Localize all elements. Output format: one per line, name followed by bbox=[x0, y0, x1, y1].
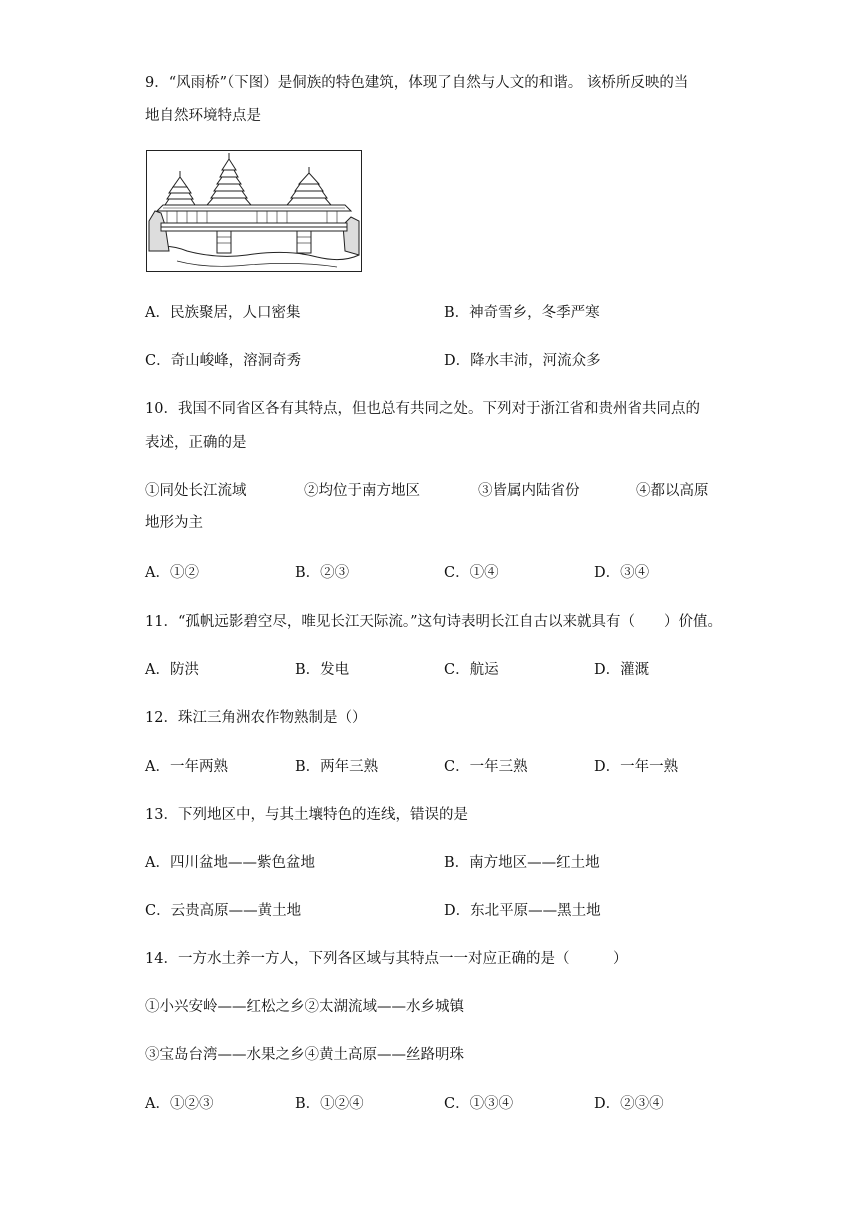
q11-option-c: C．航运 bbox=[444, 662, 499, 678]
q10-option-a: A．①② bbox=[145, 565, 199, 581]
q10-statement-4-cont: 地形为主 bbox=[145, 515, 203, 531]
q14-option-d: D．②③④ bbox=[594, 1096, 664, 1112]
q11-stem: 11．“孤帆远影碧空尽，唯见长江天际流。”这句诗表明长江自古以来就具有（ ）价值。 bbox=[145, 614, 723, 630]
q14-stem: 14．一方水土养一方人，下列各区域与其特点一一对应正确的是（ ） bbox=[145, 951, 628, 967]
q13-option-d: D．东北平原——黑土地 bbox=[444, 903, 601, 919]
q9-stem-line-1: 9．“风雨桥”（下图）是侗族的特色建筑，体现了自然与人文的和谐。 该桥所反映的当 bbox=[145, 75, 689, 91]
q10-statement-2: ②均位于南方地区 bbox=[304, 483, 420, 499]
q12-stem: 12．珠江三角洲农作物熟制是（） bbox=[145, 710, 367, 726]
q9-option-b: B．神奇雪乡，冬季严寒 bbox=[444, 305, 600, 321]
q13-option-c: C．云贵高原——黄土地 bbox=[145, 903, 302, 919]
q13-stem: 13．下列地区中，与其土壤特色的连线，错误的是 bbox=[145, 807, 468, 823]
wind-rain-bridge-drawing bbox=[147, 151, 361, 271]
q11-option-b: B．发电 bbox=[295, 662, 350, 678]
q14-option-b: B．①②④ bbox=[295, 1096, 364, 1112]
q10-option-c: C．①④ bbox=[444, 565, 499, 581]
q10-option-b: B．②③ bbox=[295, 565, 350, 581]
q9-option-c: C．奇山峻峰，溶洞奇秀 bbox=[145, 353, 302, 369]
q10-statement-3: ③皆属内陆省份 bbox=[478, 483, 580, 499]
q12-option-a: A．一年两熟 bbox=[145, 759, 228, 775]
q13-option-b: B．南方地区——红土地 bbox=[444, 855, 600, 871]
q10-statement-4: ④都以高原 bbox=[636, 483, 709, 499]
q9-option-a: A．民族聚居，人口密集 bbox=[145, 305, 301, 321]
q10-statement-1: ①同处长江流域 bbox=[145, 483, 247, 499]
q12-option-d: D．一年一熟 bbox=[594, 759, 679, 775]
q12-option-b: B．两年三熟 bbox=[295, 759, 379, 775]
q9-stem-line-2: 地自然环境特点是 bbox=[145, 108, 261, 124]
q14-statement-line-2: ③宝岛台湾——水果之乡④黄土高原——丝路明珠 bbox=[145, 1047, 464, 1063]
q14-option-a: A．①②③ bbox=[145, 1096, 214, 1112]
q9-option-d: D．降水丰沛，河流众多 bbox=[444, 353, 601, 369]
q14-option-c: C．①③④ bbox=[444, 1096, 514, 1112]
q10-option-d: D．③④ bbox=[594, 565, 650, 581]
q13-option-a: A．四川盆地——紫色盆地 bbox=[145, 855, 315, 871]
q11-option-d: D．灌溉 bbox=[594, 662, 650, 678]
q11-option-a: A．防洪 bbox=[145, 662, 199, 678]
q14-statement-line-1: ①小兴安岭——红松之乡②太湖流域——水乡城镇 bbox=[145, 999, 464, 1015]
q10-stem-line-2: 表述，正确的是 bbox=[145, 435, 247, 451]
q12-option-c: C．一年三熟 bbox=[444, 759, 528, 775]
q10-stem-line-1: 10．我国不同省区各有其特点，但也总有共同之处。下列对于浙江省和贵州省共同点的 bbox=[145, 401, 700, 417]
wind-rain-bridge-figure bbox=[146, 150, 362, 272]
